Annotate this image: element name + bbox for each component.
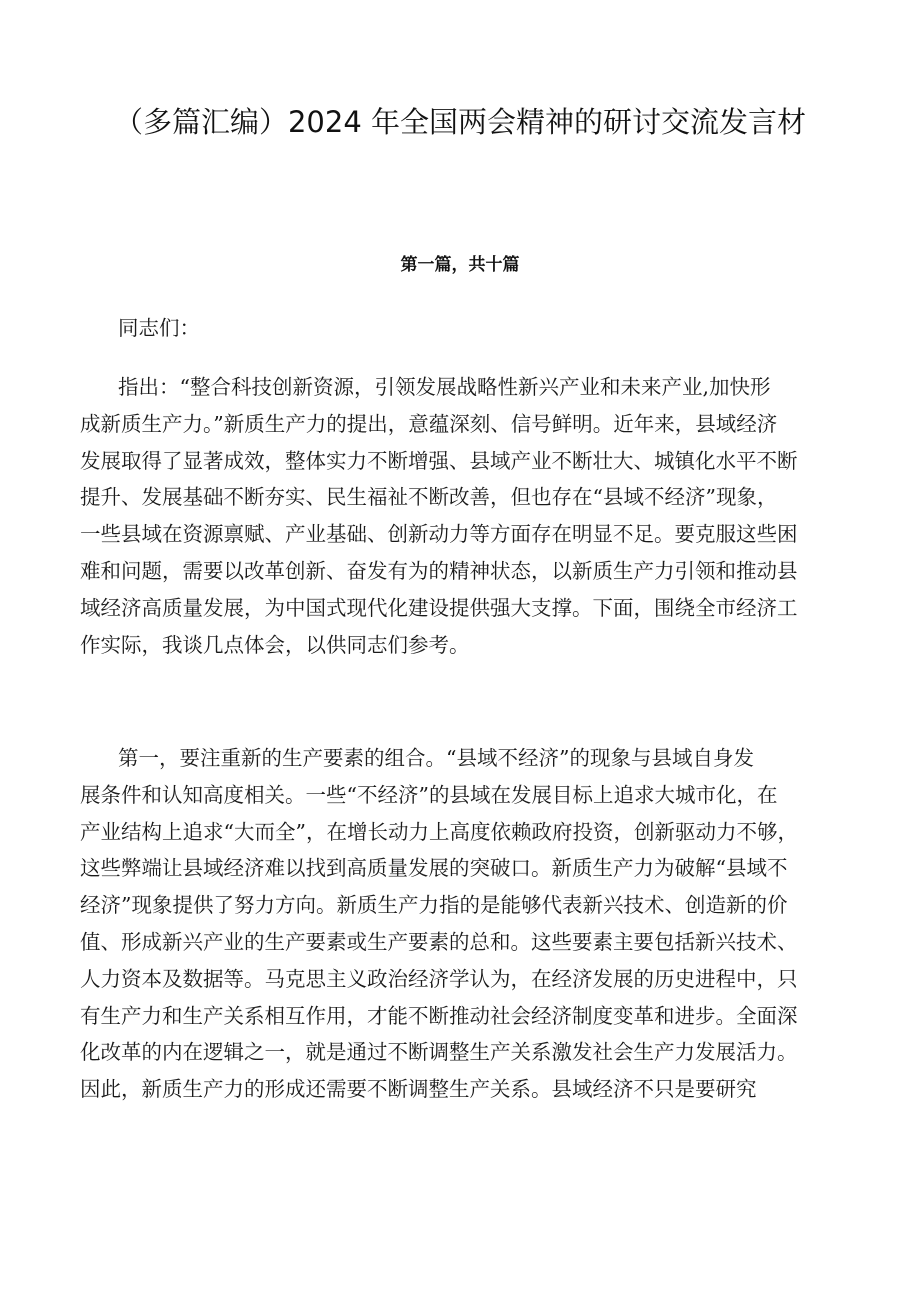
paragraph-2-line: 化改革的内在逻辑之一，就是通过不断调整生产关系激发社会生产力发展活力。 — [80, 1040, 798, 1065]
paragraph-1 — [80, 369, 860, 663]
greeting-line: 同志们： — [118, 316, 200, 340]
paragraph-2-line: 人力资本及数据等。马克思主义政治经济学认为，在经济发展的历史进程中，只 — [80, 966, 798, 991]
paragraph-2-line: 经济”现象提供了努力方向。新质生产力指的是能够代表新兴技术、创造新的价 — [80, 893, 788, 918]
greeting-paragraph — [80, 310, 860, 347]
paragraph-2-line: 展条件和认知高度相关。一些“不经济”的县域在发展目标上追求大城市化，在 — [80, 782, 778, 807]
paragraph-1-line: 作实际，我谈几点体会，以供同志们参考。 — [80, 632, 470, 657]
paragraph-2-line: 产业结构上追求“大而全”，在增长动力上高度依赖政府投资，创新驱动力不够， — [80, 819, 798, 844]
paragraph-2-line: 值、形成新兴产业的生产要素或生产要素的总和。这些要素主要包括新兴技术、 — [80, 929, 798, 954]
paragraph-1-line: 提升、发展基础不断夯实、民生福祉不断改善，但也存在“县域不经济”现象， — [80, 485, 778, 510]
paragraph-2-line: 因此，新质生产力的形成还需要不断调整生产关系。县域经济不只是要研究 — [80, 1077, 757, 1102]
paragraph-1-line: 指出：“整合科技创新资源，引领发展战略性新兴产业和未来产业,加快形 — [118, 375, 771, 399]
paragraph-2-line: 第一，要注重新的生产要素的组合。“县域不经济”的现象与县域自身发 — [118, 746, 754, 770]
paragraph-1-line: 发展取得了显著成效，整体实力不断增强、县域产业不断壮大、城镇化水平不断 — [80, 448, 798, 473]
paragraph-1-line: 成新质生产力。”新质生产力的提出，意蕴深刻、信号鲜明。近年来，县域经济 — [80, 411, 778, 436]
document-title: （多篇汇编）2024 年全国两会精神的研讨交流发言材 — [113, 105, 807, 139]
paragraph-2-line: 有生产力和生产关系相互作用，才能不断推动社会经济制度变革和进步。全面深 — [80, 1003, 798, 1028]
paragraph-1-line: 域经济高质量发展，为中国式现代化建设提供强大支撑。下面，围绕全市经济工 — [80, 595, 798, 620]
paragraph-2 — [80, 740, 860, 1108]
paragraph-2-line: 这些弊端让县域经济难以找到高质量发展的突破口。新质生产力为破解“县域不 — [80, 856, 788, 881]
paragraph-1-line: 一些县域在资源禀赋、产业基础、创新动力等方面存在明显不足。要克服这些困 — [80, 522, 798, 547]
document-subtitle: 第一篇，共十篇 — [400, 255, 520, 275]
paragraph-1-line: 难和问题，需要以改革创新、奋发有为的精神状态，以新质生产力引领和推动县 — [80, 558, 798, 583]
